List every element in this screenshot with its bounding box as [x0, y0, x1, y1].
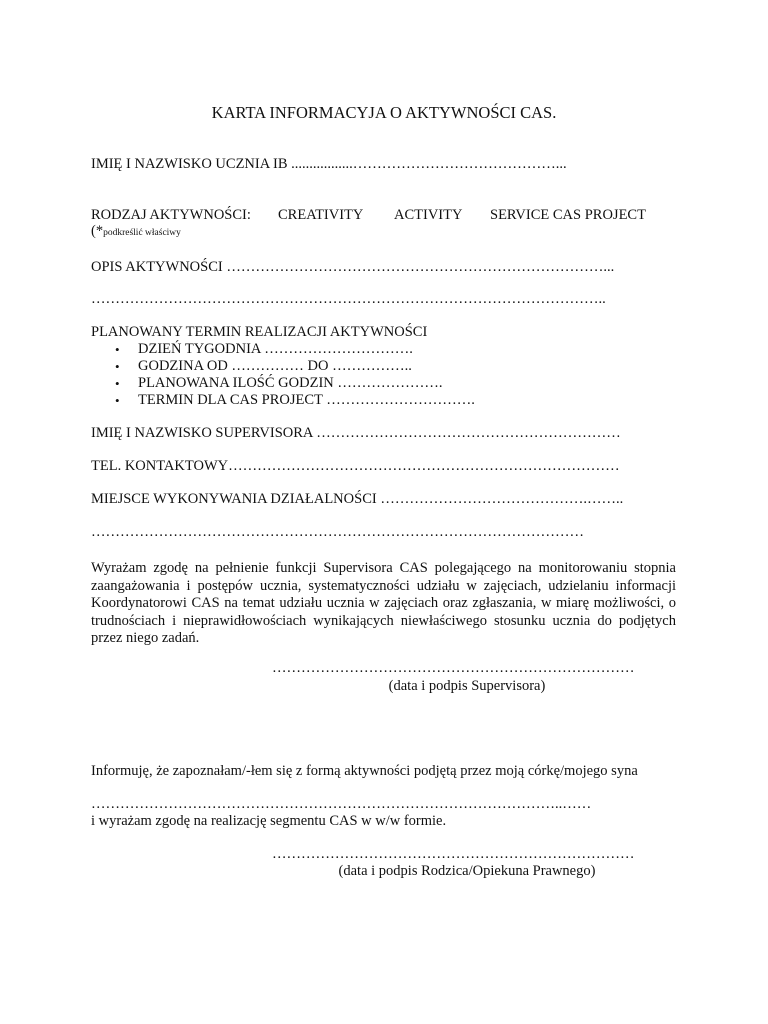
underline-note-text: podkreślić właściwy — [103, 228, 181, 238]
parent-child-name-line: ……………………………………………………………………………………..…… — [91, 796, 592, 812]
student-name-line: IMIĘ I NAZWISKO UCZNIA IB .................……………………………………... — [91, 156, 567, 172]
activity-place-line: MIEJSCE WYKONYWANIA DZIAŁALNOŚCI …………………………………….…….. — [91, 491, 624, 507]
bullet-icon: • — [115, 376, 120, 391]
document-title: KARTA INFORMACYJA O AKTYWNOŚCI CAS. — [211, 103, 557, 122]
contact-phone-line: TEL. KONTAKTOWY……………………………………………………………………… — [91, 458, 620, 474]
parent-signature-line: ………………………………………………………………… — [272, 846, 635, 862]
parent-signature-caption: (data i podpis Rodzica/Opiekuna Prawnego) — [338, 863, 596, 879]
supervisor-name-line: IMIĘ I NAZWISKO SUPERVISORA ……………………………………………………… — [91, 425, 621, 441]
schedule-item-text: GODZINA OD …………… DO …………….. — [138, 358, 412, 374]
schedule-heading: PLANOWANY TERMIN REALIZACJI AKTYWNOŚCI — [91, 324, 428, 340]
underline-note-prefix: (* — [91, 223, 104, 239]
activity-type-label: RODZAJ AKTYWNOŚCI: — [91, 207, 251, 223]
bullet-icon: • — [115, 342, 120, 357]
schedule-item-text: TERMIN DLA CAS PROJECT …………………………. — [138, 392, 475, 408]
activity-description-line: OPIS AKTYWNOŚCI ……………………………………………………………………... — [91, 259, 615, 275]
parent-info-line: Informuję, że zapoznałam/-łem się z formą aktywności podjętą przez moją córkę/mojego syna — [91, 763, 638, 779]
schedule-item-text: DZIEŃ TYGODNIA …………………………. — [138, 341, 413, 357]
underline-note — [91, 223, 181, 242]
parent-consent-line: i wyrażam zgodę na realizację segmentu CAS w w/w formie. — [91, 813, 447, 829]
bullet-icon: • — [115, 393, 120, 408]
activity-description-continuation: …………………………………………………………………………………………….. — [91, 291, 606, 307]
supervisor-signature-caption: (data i podpis Supervisora) — [388, 678, 546, 694]
supervisor-signature-line: ………………………………………………………………… — [272, 660, 635, 676]
bullet-icon: • — [115, 359, 120, 374]
supervisor-consent-paragraph: Wyrażam zgodę na pełnienie funkcji Supervisora CAS polegającego na monitorowaniu stopnia zaangażowania i postępów ucznia, systematyczności udziału w zajęciach, udzielaniu informacji Koordynatorowi CAS na temat udziału ucznia w zajęciach oraz zgłaszania, w miarę możliwości, o trudnościach i nieprawidłowościach wynikających niewłaściwego stosunku ucznia do podjętych przez niego zadań. — [91, 560, 676, 647]
activity-place-continuation: ………………………………………………………………………………………… — [91, 524, 584, 540]
activity-option-service-cas-project: SERVICE CAS PROJECT — [490, 207, 646, 223]
activity-option-creativity: CREATIVITY — [278, 207, 364, 223]
activity-option-activity: ACTIVITY — [394, 207, 463, 223]
schedule-item-text: PLANOWANA ILOŚĆ GODZIN …………………. — [138, 375, 443, 391]
